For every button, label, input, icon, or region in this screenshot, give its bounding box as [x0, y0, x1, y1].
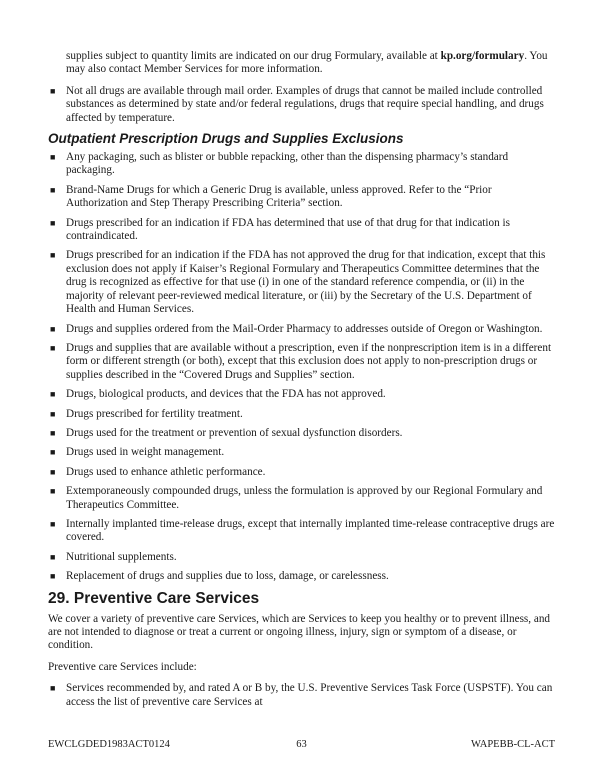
list-item: ■ Internally implanted time-release drugs, except that internally implanted time-release contraceptive drugs are covered. [50, 517, 555, 544]
footer-doc-code: EWCLGDED1983ACT0124 [48, 739, 170, 750]
list-item: ■ Any packaging, such as blister or bubble repacking, other than the dispensing pharmacy’s standard packaging. [50, 151, 509, 177]
list-item: ■ Drugs prescribed for an indication if FDA has determined that use of that drug for that indication is contraindicated. [50, 216, 510, 243]
list-item: ■ Extemporaneously compounded drugs, unless the formulation is approved by our Regional Formulary and Therapeutics Committee. [50, 485, 543, 511]
preventive-include-label: Preventive care Services include: [48, 660, 197, 673]
preventive-intro: We cover a variety of preventive care Services, which are Services to keep you healthy or to prevent illness, and are not intended to diagnose or treat a current or ongoing illness, injury, sign or symptom of a disease, or condition. [48, 612, 551, 652]
document-page [48, 50, 555, 715]
list-item: ■ Drugs used to enhance athletic performance. [50, 465, 266, 478]
list-item: ■ Replacement of drugs and supplies due to loss, damage, or carelessness. [50, 570, 389, 583]
preventive-care-heading: 29. Preventive Care Services [48, 589, 260, 607]
list-item: ■ Drugs and supplies that are available without a prescription, even if the nonprescription item is in a different form or different strength (or both), except that this exclusion does not apply to non-prescription drugs or supplies described in the “Covered Drugs and Supplies” section. [50, 341, 552, 381]
list-item: ■ Nutritional supplements. [50, 550, 177, 563]
intro-paragraph: supplies subject to quantity limits are indicated on our drug Formulary, available at kp.org/formulary. You may also contact Member Services for more information. [66, 50, 548, 76]
list-item: ■ Not all drugs are available through mail order. Examples of drugs that cannot be mailed include controlled substances as determined by state and/or federal regulations, drugs that require special handling, and drugs affected by temperature. [50, 84, 544, 124]
list-item: ■ Brand-Name Drugs for which a Generic Drug is available, unless approved. Refer to the “Prior Authorization and Step Therapy Prescribing Criteria” section. [50, 183, 492, 210]
list-item: ■ Drugs, biological products, and devices that the FDA has not approved. [50, 388, 386, 401]
list-item: ■ Drugs used for the treatment or prevention of sexual dysfunction disorders. [50, 426, 403, 439]
footer-plan-code: WAPEBB-CL-ACT [471, 739, 555, 750]
list-item: ■ Drugs prescribed for an indication if the FDA has not approved the drug for that indication, except that this exclusion does not apply if Kaiser’s Regional Formulary and Therapeutics Committee determines that the drug is recognized as effective for that use (i) in one of the standard reference compendia, or (ii) in the majority of relevant peer-reviewed medical literature, or (iii) by the Secretary of the U.S. Department of Health and Human Services. [50, 249, 546, 316]
exclusions-heading: Outpatient Prescription Drugs and Supplies Exclusions [48, 131, 404, 147]
list-item: ■ Drugs used in weight management. [50, 446, 225, 459]
formulary-link[interactable]: kp.org/formulary [440, 50, 525, 62]
page-number: 63 [296, 739, 307, 750]
list-item: ■ Drugs prescribed for fertility treatment. [50, 407, 243, 420]
list-item: ■ Services recommended by, and rated A or B by, the U.S. Preventive Services Task Force (USPSTF). You can access the list of preventive care Services at [50, 682, 553, 708]
list-item: ■ Drugs and supplies ordered from the Mail-Order Pharmacy to addresses outside of Oregon or Washington. [50, 322, 543, 335]
